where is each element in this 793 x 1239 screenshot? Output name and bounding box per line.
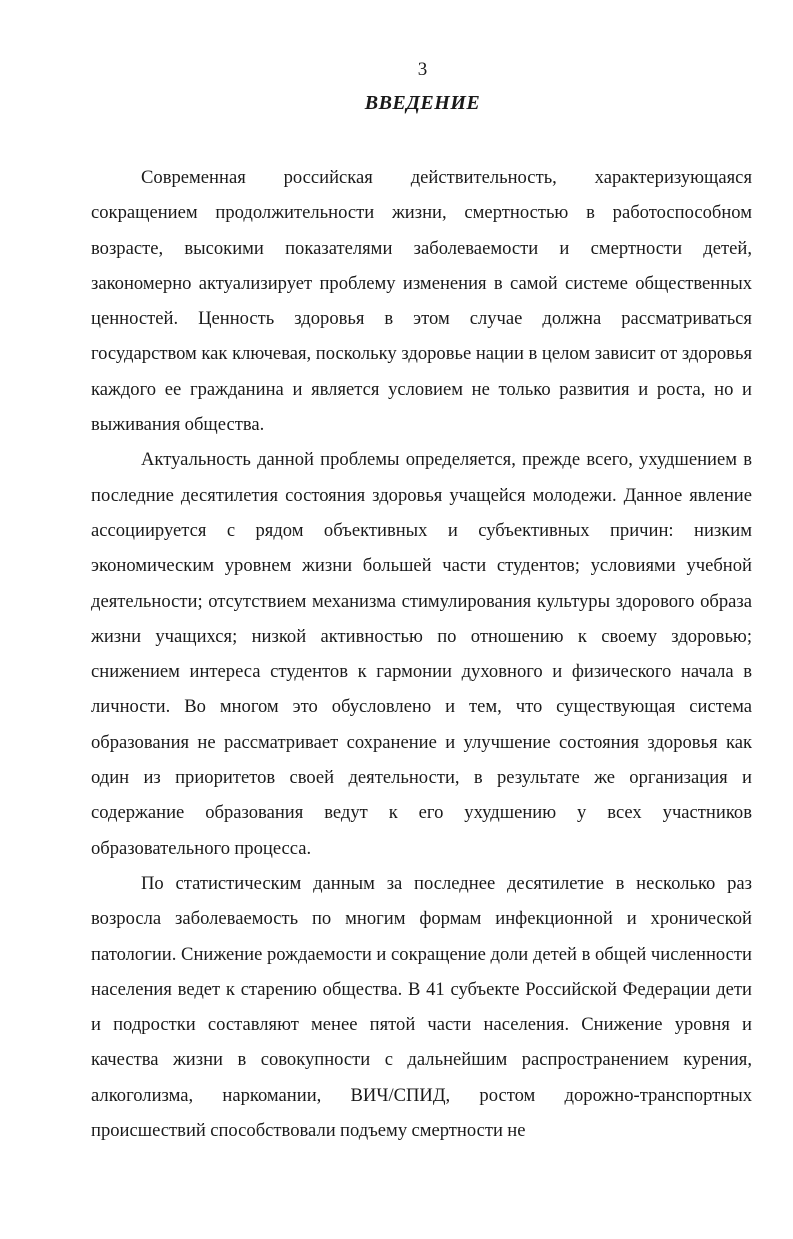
page-number: 3 [417, 59, 428, 80]
paragraph-3: По статистическим данным за последнее десятилетие в несколько раз возросла заболеваемость по многим формам инфекционной и хронической патологии. Снижение рождаемости и сокращение доли детей в общей численности населения ведет к старению общества. В 41 субъекте Российской Федерации дети и подростки составляют менее пятой части населения. Снижение уровня и качества жизни в совокупности с дальнейшим распространением курения, алкоголизма, наркомании, ВИЧ/СПИД, ростом дорожно-транспортных происшествий способствовали подъему смертности не [91, 872, 752, 1142]
section-title: ВВЕДЕНИЕ [364, 92, 481, 114]
paragraph-1: Современная российская действительность, характеризующаяся сокращением продолжительности жизни, смертностью в работоспособном возрасте, высокими показателями заболеваемости и смертности детей, закономерно актуализирует проблему изменения в самой системе общественных ценностей. Ценность здоровья в этом случае должна рассматриваться государством как ключевая, поскольку здоровье нации в целом зависит от здоровья каждого ее гражданина и является условием не только развития и роста, но и выживания общества. [91, 167, 752, 436]
body-text [91, 160, 752, 1148]
paragraph-2: Актуальность данной проблемы определяется, прежде всего, ухудшением в последние десятилетия состояния здоровья учащейся молодежи. Данное явление ассоциируется с рядом объективных и субъективных причин: низким экономическим уровнем жизни большей части студентов; условиями учебной деятельности; отсутствием механизма стимулирования культуры здорового образа жизни учащихся; низкой активностью по отношению к своему здоровью; снижением интереса студентов к гармонии духовного и физического начала в личности. Во многом это обусловлено и тем, что существующая система образования не рассматривает сохранение и улучшение состояния здоровья как один из приоритетов своей деятельности, в результате же организация и содержание образования ведут к его ухудшению у всех участников образовательного процесса. [91, 449, 752, 859]
